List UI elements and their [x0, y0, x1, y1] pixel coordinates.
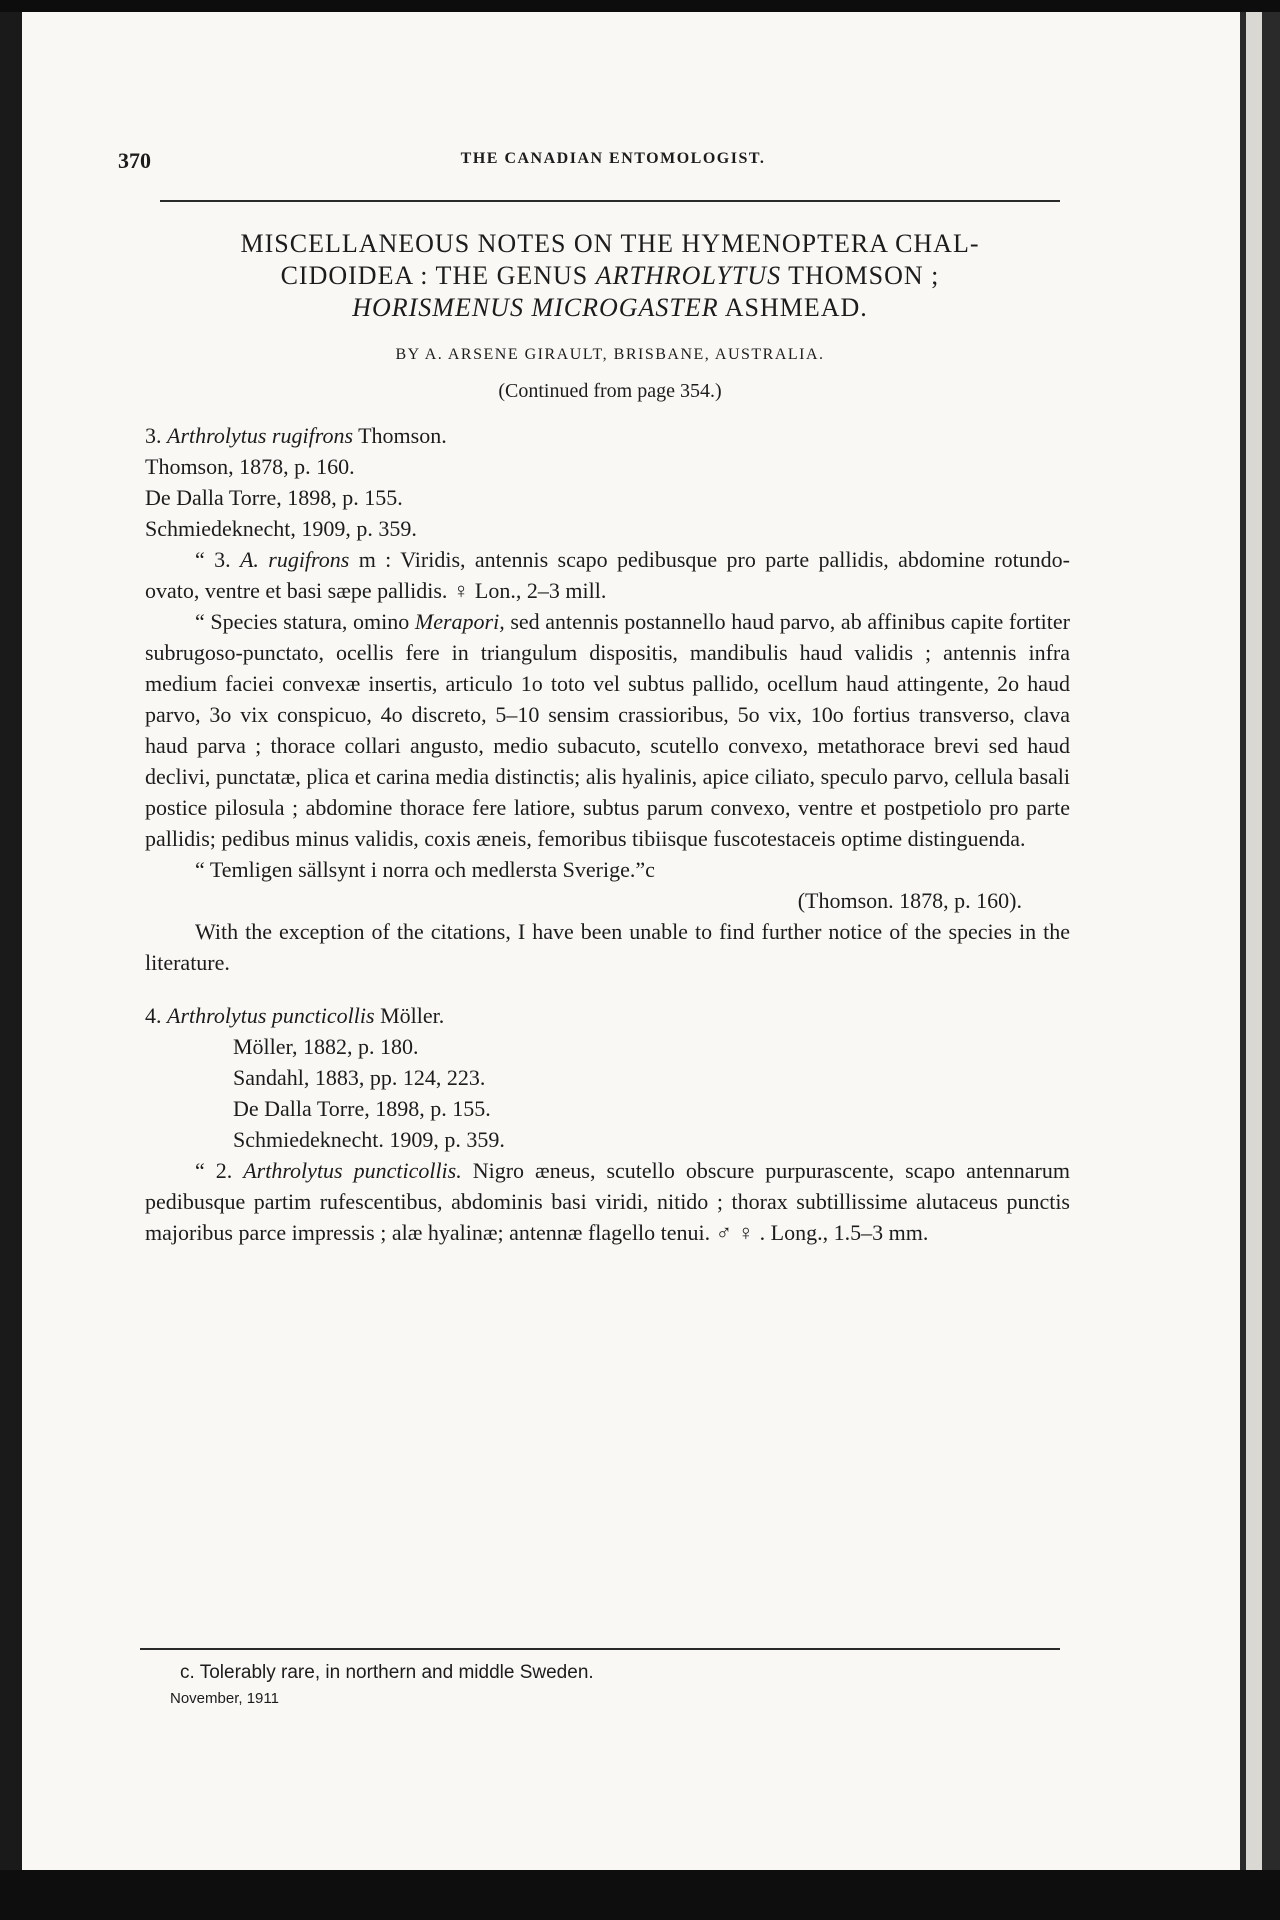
- title-line-1: MISCELLANEOUS NOTES ON THE HYMENOPTERA CHAL-: [240, 229, 980, 258]
- article-body: [145, 420, 1070, 1248]
- header-rule: [160, 200, 1060, 202]
- running-head: [118, 148, 1068, 178]
- author-note: With the exception of the citations, I have been unable to find further notice of the species in the literature.: [145, 919, 1070, 975]
- title-line-2: CIDOIDEA : THE GENUS ARTHROLYTUS THOMSON ;: [280, 261, 940, 290]
- byline: BY A. ARSENE GIRAULT, BRISBANE, AUSTRALIA.: [395, 346, 825, 363]
- latin-description: “ Species statura, omino Merapori, sed antennis postannello haud parvo, ab affinibus capite fortiter subrugoso-punctato, ocellis fere in triangulum dispositis, mandibulis haud validis ; antennis infra medium faciei convexæ insertis, articulo 1o toto vel subtus pallido, ocellum haud attingente, 2o haud parvo, 3o vix conspicuo, 4o discreto, 5–10 sensim crassioribus, 5o vix, 10o fortius transverso, clava haud parva ; thorace collari angusto, medio subacuto, scutello convexo, metathorace brevi sed haud declivi, punctatæ, plica et carina media distinctis; alis hyalinis, apice ciliato, speculo parvo, cellula basali postice pilosula ; abdomine thorace fere latiore, subtus parum convexo, ventre et postpetiolo pro parte pallidis; pedibus minus validis, coxis æneis, femoribus tibiisque fuscotestaceis optime distinguenda.: [145, 609, 1070, 851]
- page-number: 370: [118, 148, 151, 173]
- reference-line: De Dalla Torre, 1898, p. 155.: [145, 485, 403, 510]
- issue-date: November, 1911: [170, 1690, 279, 1707]
- latin-quote: “ 3. A. rugifrons m : Viridis, antennis scapo pedibusque pro parte pallidis, abdomine rotundo-ovato, ventre et basi sæpe pallidis. ♀ Lon., 2–3 mill.: [145, 547, 1071, 603]
- reference-line: Schmiedeknecht, 1909, p. 359.: [145, 516, 417, 541]
- citation: (Thomson. 1878, p. 160).: [797, 888, 1022, 913]
- swedish-quote: “ Temligen sällsynt i norra och medlersta Sverige.”c: [195, 857, 655, 882]
- journal-title: THE CANADIAN ENTOMOLOGIST.: [460, 150, 766, 167]
- scan-border-bottom: [0, 1870, 1280, 1920]
- reference-line: Möller, 1882, p. 180.: [233, 1034, 419, 1059]
- article-title: [130, 228, 1090, 324]
- footnote-rule: [140, 1648, 1060, 1650]
- species-name: HORISMENUS MICROGASTER: [352, 293, 719, 322]
- adjacent-page-edge: [1246, 12, 1262, 1870]
- footnote: c. Tolerably rare, in northern and middle Sweden.: [180, 1662, 594, 1683]
- spacer: [145, 978, 1070, 1000]
- scan-border-top: [0, 0, 1280, 12]
- continued-note: (Continued from page 354.): [498, 380, 722, 402]
- species-heading: 3. Arthrolytus rugifrons Thomson.: [145, 423, 447, 448]
- reference-line: De Dalla Torre, 1898, p. 155.: [233, 1096, 491, 1121]
- scan-border-right: [1240, 12, 1280, 1870]
- species-heading: 4. Arthrolytus puncticollis Möller.: [145, 1003, 445, 1028]
- reference-line: Sandahl, 1883, pp. 124, 223.: [233, 1065, 486, 1090]
- latin-quote: “ 2. Arthrolytus puncticollis. Nigro æneus, scutello obscure purpurascente, scapo antennarum pedibusque partim rufescentibus, abdominis basi viridi, nitido ; thorax subtillissime alutaceus punctis majoribus parce impressis ; alæ hyalinæ; antennæ flagello tenui. ♂ ♀ . Long., 1.5–3 mm.: [145, 1158, 1070, 1245]
- genus-name: ARTHROLYTUS: [595, 261, 782, 290]
- reference-line: Thomson, 1878, p. 160.: [145, 454, 355, 479]
- title-line-3: HORISMENUS MICROGASTER ASHMEAD.: [352, 293, 868, 322]
- reference-line: Schmiedeknecht. 1909, p. 359.: [233, 1127, 505, 1152]
